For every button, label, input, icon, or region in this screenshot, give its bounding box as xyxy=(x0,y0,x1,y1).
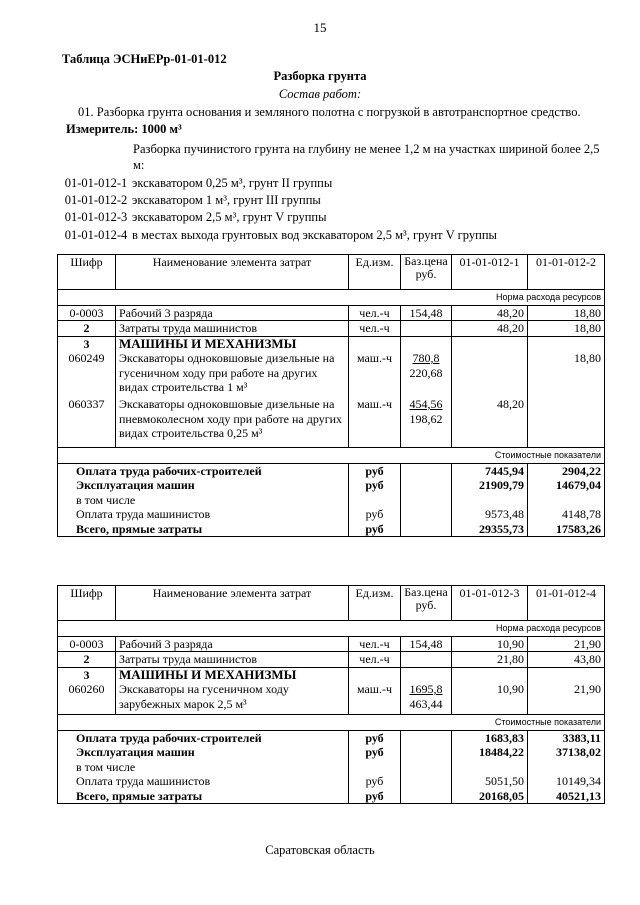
cost-unit: руб xyxy=(349,478,401,493)
cost-unit: руб xyxy=(349,463,401,478)
code: 01-01-012-3 xyxy=(64,210,128,224)
cost-value-b: 2904,22 xyxy=(528,463,605,478)
cost-unit: руб xyxy=(349,745,401,760)
cost-value-b: 37138,02 xyxy=(528,745,605,760)
section-code: 3 xyxy=(58,336,116,351)
table-row xyxy=(58,305,605,321)
row-value-b: 18,80 xyxy=(528,321,605,337)
cost-row xyxy=(58,493,605,508)
row-unit: маш.-ч xyxy=(349,351,401,397)
work-item: 01. Разборка грунта основания и земляного полотна с погрузкой в автотранспортное средство. xyxy=(78,105,581,119)
row-price xyxy=(401,321,452,337)
table-row xyxy=(58,682,605,715)
cost-value-a: 18484,22 xyxy=(452,745,528,760)
row-price xyxy=(401,351,452,397)
cost-row xyxy=(58,730,605,745)
norms-table-1 xyxy=(57,254,605,537)
row-name: Рабочий 3 разряда xyxy=(116,305,349,321)
table-row xyxy=(58,652,605,668)
row-code: 060337 xyxy=(58,397,116,448)
row-name: Рабочий 3 разряда xyxy=(116,636,349,652)
row-value-a: 48,20 xyxy=(452,305,528,321)
table-row xyxy=(58,351,605,397)
norms-label: Норма расхода ресурсов xyxy=(58,621,605,637)
code-list-item xyxy=(60,210,326,225)
code-text: экскаватором 1 м³, грунт III группы xyxy=(132,193,321,207)
price-bottom: 220,68 xyxy=(409,365,443,380)
norms-label-row xyxy=(58,621,605,637)
price-top: 1695,8 xyxy=(409,682,443,696)
header-col-a: 01-01-012-1 xyxy=(452,255,528,290)
header-name: Наименование элемента затрат xyxy=(116,586,349,621)
row-value-b: 21,90 xyxy=(528,636,605,652)
cost-row xyxy=(58,522,605,537)
cost-name: Оплата труда рабочих-строителей xyxy=(58,463,349,478)
cost-value-b: 14679,04 xyxy=(528,478,605,493)
cost-value-b: 40521,13 xyxy=(528,789,605,804)
description: Разборка пучинистого грунта на глубину не менее 1,2 м на участках шириной более 2,5 м: xyxy=(133,142,600,172)
cost-unit: руб xyxy=(349,774,401,789)
cost-row xyxy=(58,507,605,522)
table-row xyxy=(58,397,605,448)
row-code: 2 xyxy=(58,652,116,668)
code-text: в местах выхода грунтовых вод экскаватором 2,5 м³, грунт V группы xyxy=(132,228,497,242)
row-unit: чел.-ч xyxy=(349,321,401,337)
row-name: Затраты труда машинистов xyxy=(116,321,349,337)
header-col-b: 01-01-012-2 xyxy=(528,255,605,290)
row-unit: чел.-ч xyxy=(349,652,401,668)
cost-row xyxy=(58,789,605,804)
row-value-a: 48,20 xyxy=(452,321,528,337)
row-price xyxy=(401,652,452,668)
code-text: экскаватором 2,5 м³, грунт V группы xyxy=(132,210,327,224)
row-price xyxy=(401,682,452,715)
price-top: 454,56 xyxy=(409,397,443,411)
cost-unit: руб xyxy=(349,522,401,537)
cost-value-a: 29355,73 xyxy=(452,522,528,537)
cost-value-b: 10149,34 xyxy=(528,774,605,789)
header-unit: Ед.изм. xyxy=(349,586,401,621)
row-value-a: 21,80 xyxy=(452,652,528,668)
cost-value-a: 21909,79 xyxy=(452,478,528,493)
cost-name: в том числе xyxy=(58,493,349,508)
page-title: Разборка грунта xyxy=(273,69,367,83)
row-unit: маш.-ч xyxy=(349,397,401,448)
cost-value-b: 3383,11 xyxy=(528,730,605,745)
cost-name: Оплата труда машинистов xyxy=(58,507,349,522)
row-value-a: 10,90 xyxy=(452,682,528,715)
row-value-b xyxy=(528,397,605,448)
row-unit: чел.-ч xyxy=(349,305,401,321)
cost-label-row xyxy=(58,448,605,464)
cost-value-a: 9573,48 xyxy=(452,507,528,522)
row-name: Экскаваторы одноковшовые дизельные на пневмоколесном ходу при работе на других видах строительства 0,25 м³ xyxy=(116,397,349,448)
cost-unit: руб xyxy=(349,730,401,745)
header-name: Наименование элемента затрат xyxy=(116,255,349,290)
price-bottom: 463,44 xyxy=(409,696,443,711)
norms-label-row xyxy=(58,290,605,306)
row-unit: маш.-ч xyxy=(349,682,401,715)
norms-label: Норма расхода ресурсов xyxy=(58,290,605,306)
code-text: экскаватором 0,25 м³, грунт II группы xyxy=(132,176,333,190)
cost-label: Стоимостные показатели xyxy=(58,715,605,731)
row-code: 060260 xyxy=(58,682,116,715)
cost-name: Всего, прямые затраты xyxy=(58,789,349,804)
norms-table-2 xyxy=(57,585,605,804)
cost-value-a: 1683,83 xyxy=(452,730,528,745)
cost-unit: руб xyxy=(349,507,401,522)
cost-row xyxy=(58,745,605,760)
row-value-b: 18,80 xyxy=(528,351,605,397)
price-top: 780,8 xyxy=(412,351,440,365)
work-composition-label: Состав работ: xyxy=(278,87,362,101)
cost-name: в том числе xyxy=(58,760,349,775)
cost-unit: руб xyxy=(349,789,401,804)
cost-row xyxy=(58,760,605,775)
cost-label-row xyxy=(58,715,605,731)
row-value-b: 18,80 xyxy=(528,305,605,321)
row-name: Экскаваторы на гусеничном ходу зарубежных марок 2,5 м³ xyxy=(116,682,349,715)
cost-row xyxy=(58,478,605,493)
row-unit: чел.-ч xyxy=(349,636,401,652)
section-name: МАШИНЫ И МЕХАНИЗМЫ xyxy=(116,667,349,682)
row-price: 154,48 xyxy=(401,305,452,321)
page-number: 15 xyxy=(313,20,327,35)
cost-name: Оплата труда рабочих-строителей xyxy=(58,730,349,745)
row-code: 2 xyxy=(58,321,116,337)
code: 01-01-012-1 xyxy=(64,176,128,190)
row-value-b: 21,90 xyxy=(528,682,605,715)
cost-name: Всего, прямые затраты xyxy=(58,522,349,537)
section-code: 3 xyxy=(58,667,116,682)
cost-value-b: 4148,78 xyxy=(528,507,605,522)
cost-value-a: 7445,94 xyxy=(452,463,528,478)
table-header xyxy=(58,586,605,621)
region-footer: Саратовская область xyxy=(265,843,375,857)
cost-label: Стоимостные показатели xyxy=(58,448,605,464)
header-col-a: 01-01-012-3 xyxy=(452,586,528,621)
header-code: Шифр xyxy=(58,255,116,290)
cost-value-a: 5051,50 xyxy=(452,774,528,789)
cost-name: Эксплуатация машин xyxy=(58,478,349,493)
cost-value-b: 17583,26 xyxy=(528,522,605,537)
row-value-a: 48,20 xyxy=(452,397,528,448)
price-bottom: 198,62 xyxy=(409,411,443,426)
code-list-item xyxy=(60,228,497,243)
code: 01-01-012-2 xyxy=(64,193,128,207)
section-row xyxy=(58,667,605,682)
row-value-a: 10,90 xyxy=(452,636,528,652)
row-code: 0-0003 xyxy=(58,636,116,652)
measure-label: Измеритель: 1000 м³ xyxy=(66,122,182,136)
header-unit: Ед.изм. xyxy=(349,255,401,290)
table-header xyxy=(58,255,605,290)
header-price: Баз.цена руб. xyxy=(401,586,452,621)
cost-value-a: 20168,05 xyxy=(452,789,528,804)
row-name: Затраты труда машинистов xyxy=(116,652,349,668)
table-row xyxy=(58,321,605,337)
code-list-item xyxy=(60,176,332,191)
cost-row xyxy=(58,463,605,478)
header-col-b: 01-01-012-4 xyxy=(528,586,605,621)
section-name: МАШИНЫ И МЕХАНИЗМЫ xyxy=(116,336,349,351)
row-code: 0-0003 xyxy=(58,305,116,321)
cost-name: Оплата труда машинистов xyxy=(58,774,349,789)
header-price: Баз.цена руб. xyxy=(401,255,452,290)
row-code: 060249 xyxy=(58,351,116,397)
row-name: Экскаваторы одноковшовые дизельные на гусеничном ходу при работе на других видах строительства 1 м³ xyxy=(116,351,349,397)
row-value-a xyxy=(452,351,528,397)
header-code: Шифр xyxy=(58,586,116,621)
code: 01-01-012-4 xyxy=(64,228,128,242)
table-code: Таблица ЭСНиЕРр-01-01-012 xyxy=(62,52,227,66)
cost-row xyxy=(58,774,605,789)
code-list-item xyxy=(60,193,321,208)
row-price: 154,48 xyxy=(401,636,452,652)
cost-name: Эксплуатация машин xyxy=(58,745,349,760)
table-row xyxy=(58,636,605,652)
row-value-b: 43,80 xyxy=(528,652,605,668)
row-price xyxy=(401,397,452,448)
section-row xyxy=(58,336,605,351)
